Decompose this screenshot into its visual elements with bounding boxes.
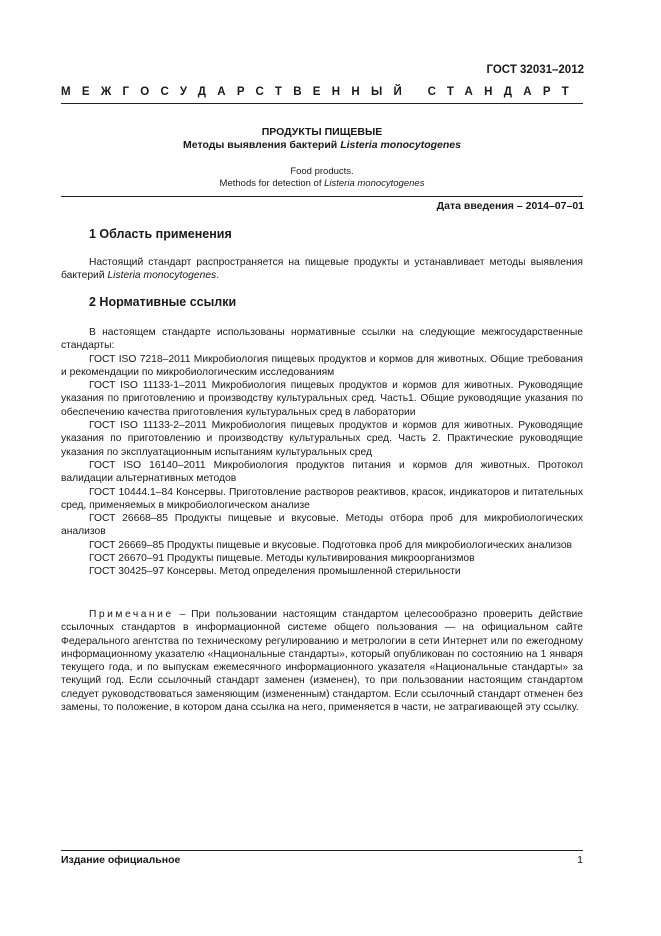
reference-item: ГОСТ 26668–85 Продукты пищевые и вкусовые. Методы отбора проб для микробиологических анализов	[61, 513, 583, 538]
reference-item: ГОСТ ISO 16140–2011 Микробиология продуктов питания и кормов для животных. Протокол валидации альтернативных методов	[61, 459, 583, 485]
reference-item: ГОСТ 26670–91 Продукты пищевые. Методы культивирования микроорганизмов	[89, 553, 475, 565]
interstate-standard-banner: МЕЖГОСУДАРСТВЕННЫЙ СТАНДАРТ	[61, 86, 580, 98]
title-divider	[61, 196, 583, 197]
official-edition-label: Издание официальное	[61, 854, 181, 866]
section-1-text: Настоящий стандарт распространяется на пищевые продукты и устанавливает методы выявления бактерий Listeria monocytogenes.	[61, 257, 583, 282]
note-paragraph	[61, 608, 583, 714]
reference-item: ГОСТ ISO 11133-1–2011 Микробиология пищевых продуктов и кормов для животных. Руководящие указания по приготовлению и производству культуральных сред. Часть1. Общие руководящие указания по обеспечению качества приготовления культуральных сред в лаборатории	[61, 380, 583, 418]
reference-item: ГОСТ ISO 11133-2–2011 Микробиология пищевых продуктов и кормов для животных. Руководящие указания по приготовлению и производству культуральных сред. Часть 2. Практические руководящие указания по эксплуатационным испытаниям культуральных сред	[61, 420, 583, 458]
section-1-heading: 1 Область применения	[89, 227, 232, 241]
reference-item: ГОСТ 10444.1–84 Консервы. Приготовление растворов реактивов, красок, индикаторов и питательных сред, применяемых в микробиологическом анализе	[61, 486, 583, 511]
section-2-heading: 2 Нормативные ссылки	[89, 295, 237, 309]
title-en-line2: Methods for detection of Listeria monocytogenes	[219, 178, 425, 189]
title-ru-line1: ПРОДУКТЫ ПИЩЕВЫЕ	[261, 126, 383, 138]
header-divider	[61, 103, 583, 104]
note-label: Примечание	[89, 609, 174, 620]
document-code: ГОСТ 32031–2012	[486, 64, 584, 76]
normative-references	[61, 326, 583, 579]
note-text: – При пользовании настоящим стандартом целесообразно проверить действие ссылочных стандартов в информационной системе общего пользования — на официальном сайте Федерального агентства по техническому регулированию и метрологии в сети Интернет или по ежегодному информационному указателю «Национальные стандарты», который опубликован по состоянию на 1 января текущего года, и по выпускам ежемесячного информационного указателя «Национальные стандарты» за текущий год. Если ссылочный стандарт заменен (изменен), то при пользовании настоящим стандартом следует руководствоваться заменяющим (измененным) стандартом. Если ссылочный стандарт отменен без замены, то положение, в котором дана ссылка на него, применяется в части, не затрагивающей эту ссылку.	[61, 609, 583, 714]
references-intro: В настоящем стандарте использованы нормативные ссылки на следующие межгосударственные стандарты:	[61, 327, 583, 352]
introduction-date: Дата введения – 2014–07–01	[436, 200, 584, 212]
reference-item: ГОСТ ISO 7218–2011 Микробиология пищевых продуктов и кормов для животных. Общие требования и рекомендации по микробиологическим исследованиям	[61, 353, 583, 378]
title-en-line1: Food products.	[290, 166, 354, 177]
title-ru-line2: Методы выявления бактерий Listeria monocytogenes	[183, 139, 461, 151]
reference-item: ГОСТ 30425–97 Консервы. Метод определения промышленной стерильности	[89, 566, 461, 578]
reference-item: ГОСТ 26669–85 Продукты пищевые и вкусовые. Подготовка проб для микробиологических анализов	[89, 539, 573, 551]
page-number: 1	[577, 854, 583, 866]
footer-divider	[61, 850, 583, 851]
